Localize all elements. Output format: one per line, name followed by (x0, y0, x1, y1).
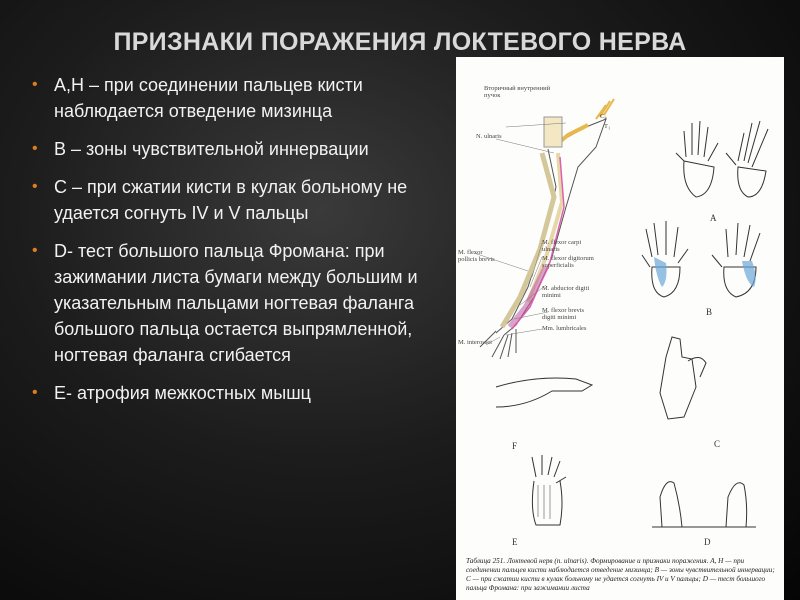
hands-a (676, 121, 768, 197)
bullet-text: D- тест большого пальца Фромана: при зажимании листа бумаги между большим и указательным пальцами ногтевая фаланга большого пальца остается выпрямленной, ногтевая фаланга сгибается (54, 241, 418, 365)
hands-b (642, 221, 760, 297)
bullet-item (32, 380, 462, 406)
bullet-list (32, 72, 462, 418)
bullet-item (32, 238, 462, 368)
bullet-item (32, 174, 462, 226)
anatomy-figure (456, 57, 784, 600)
label-c: C (714, 439, 721, 449)
bullet-item (32, 72, 462, 124)
label-m-abductor: M. abductor digiti minimi (542, 285, 590, 299)
figure-caption: Таблица 251. Локтевой нерв (n. ulnaris). Формирование и признаки поражения. А, Н — при соединении пальцев кисти наблюдается отведение мизинца; В — зоны чувствительной иннервации; С — при сжатии кисти в кулак больному не удается согнуть IV и V пальцы; D — тест большого пальца Фромана: при зажимании листа (466, 557, 775, 592)
bullet-marker: • (32, 242, 38, 259)
label-m-interossei: M. interossei (458, 339, 492, 346)
label-c8: C₈ (600, 113, 607, 120)
bullet-item (32, 136, 462, 162)
label-e: E (512, 537, 518, 547)
anatomy-drawing (456, 57, 784, 600)
label-n-ulnaris: N. ulnaris (476, 133, 502, 140)
label-m-flexor-carpi: M. flexor carpi ulnaris (542, 239, 582, 253)
bullet-text: А,Н – при соединении пальцев кисти наблюдается отведение мизинца (54, 75, 363, 121)
label-m-flexor-brevis: M. flexor brevis digiti minimi (542, 307, 585, 321)
label-mm-lumbricales: Mm. lumbricales (542, 325, 587, 332)
label-m-flexor-digitorum: M. flexor digitorum superficialis (542, 255, 594, 269)
hand-e (532, 455, 566, 525)
bullet-marker: • (32, 384, 38, 401)
hand-f (496, 337, 706, 419)
label-vtorichny: Вторичный внутренний пучок (484, 85, 551, 99)
label-m-flexor-pollicis: M. flexor pollicis brevis (458, 249, 495, 263)
bullet-text: В – зоны чувствительной иннервации (54, 139, 369, 159)
bullet-marker: • (32, 178, 38, 195)
label-t1: T₁ (604, 123, 611, 130)
bullet-text: Е- атрофия межкостных мышц (54, 383, 311, 403)
label-d: D (704, 537, 711, 547)
slide-title: ПРИЗНАКИ ПОРАЖЕНИЯ ЛОКТЕВОГО НЕРВА (113, 28, 687, 56)
label-a: A (710, 213, 717, 223)
label-b: B (706, 307, 713, 317)
bullet-text: С – при сжатии кисти в кулак больному не удается согнуть IV и V пальцы (54, 177, 408, 223)
bullet-marker: • (32, 140, 38, 157)
bullet-marker: • (32, 76, 38, 93)
label-f: F (512, 441, 518, 451)
hand-d (652, 482, 756, 527)
